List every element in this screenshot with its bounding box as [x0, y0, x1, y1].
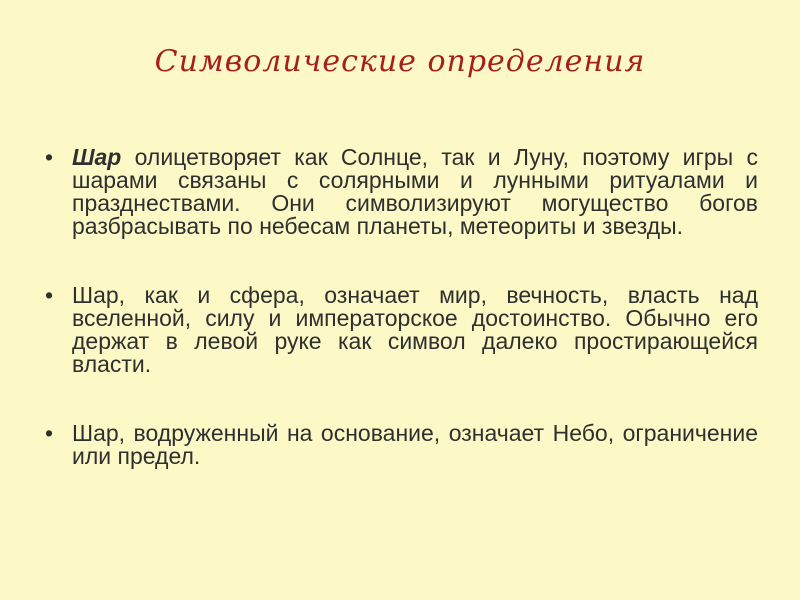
bullet-lead-term: Шар	[72, 144, 122, 170]
slide-title: Символические определения	[154, 44, 646, 79]
bullet-text: олицетворяет как Солнце, так и Луну, поэтому игры с шарами связаны с солярными и лунными ритуалами и празднествами. Они символизируют могущество богов разбрасывать по небесам планеты, метеориты и звезды.	[72, 144, 758, 239]
bullet-text: Шар, водруженный на основание, означает Небо, ограничение или предел.	[72, 420, 758, 469]
bullet-item-2	[42, 284, 758, 376]
bullet-marker: •	[44, 282, 54, 308]
bullet-item-3	[42, 422, 758, 468]
bullet-marker: •	[44, 144, 54, 170]
bullet-marker: •	[44, 420, 54, 446]
bullet-list	[42, 146, 758, 468]
bullet-text: Шар, как и сфера, означает мир, вечность, власть над вселенной, силу и императорское достоинство. Обычно его держат в левой руке как символ далеко простирающейся власти.	[72, 282, 758, 377]
bullet-item-1	[42, 146, 758, 238]
